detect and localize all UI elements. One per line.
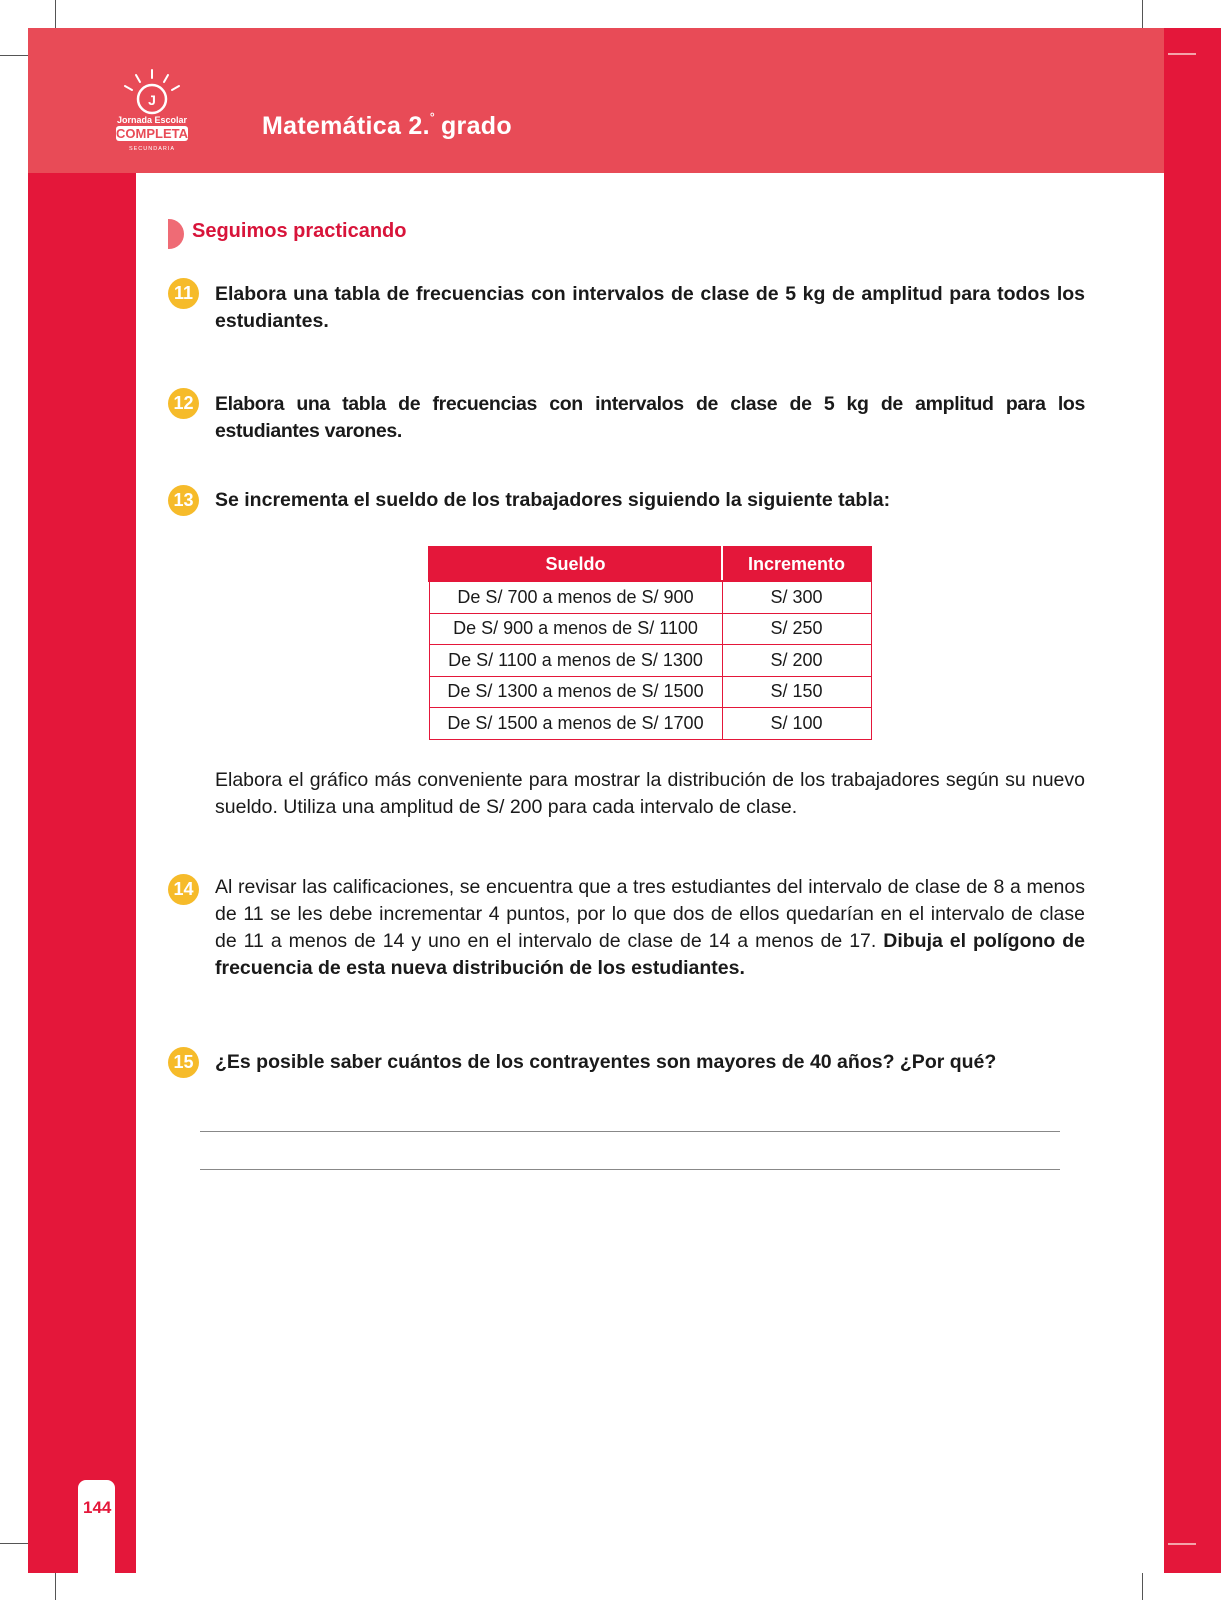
title-suffix: grado — [440, 112, 512, 140]
question-14-bold: Dibuja el polígono de frecuencia de esta nueva distribución de los estudiantes. — [215, 930, 1086, 979]
right-margin-band — [1164, 28, 1221, 1573]
table-cell: De S/ 1300 a menos de S/ 1500 — [429, 676, 722, 708]
question-11-text: Elabora una tabla de frecuencias con intervalos de clase de 5 kg de amplitud para todos los estudiantes. — [215, 283, 1085, 332]
crop-mark — [0, 55, 28, 56]
page-number-tab — [78, 1480, 115, 1573]
question-12-text: Elabora una tabla de frecuencias con intervalos de clase de 5 kg de amplitud para los estudiantes varones. — [215, 393, 1085, 442]
title-degree: ° — [429, 110, 435, 124]
salary-table — [428, 546, 872, 740]
question-13-follow-up: Elabora el gráfico más conveniente para mostrar la distribución de los trabajadores según su nuevo sueldo. Utiliza una amplitud de S/ 200 para cada intervalo de clase. — [215, 769, 1085, 818]
logo-line3: SECUNDARIA — [128, 146, 176, 152]
jornada-escolar-logo — [112, 66, 192, 156]
table-header-row — [429, 547, 871, 581]
question-15-text: ¿Es posible saber cuántos de los contrayentes son mayores de 40 años? ¿Por qué? — [215, 1051, 997, 1073]
question-number-14: 14 — [168, 874, 199, 905]
answer-line[interactable] — [200, 1131, 1060, 1132]
title-main: Matemática 2. — [262, 112, 430, 140]
right-band-mark — [1168, 53, 1196, 55]
table-cell: S/ 150 — [722, 676, 871, 708]
page-header — [28, 28, 1164, 173]
answer-line[interactable] — [200, 1169, 1060, 1170]
table-cell: De S/ 1500 a menos de S/ 1700 — [429, 708, 722, 740]
page-number: 144 — [83, 1498, 112, 1517]
table-header-incremento: Incremento — [722, 547, 871, 581]
page-title — [262, 112, 512, 141]
left-margin-band — [28, 28, 136, 1573]
table-cell: De S/ 700 a menos de S/ 900 — [429, 581, 722, 613]
table-row — [429, 708, 871, 740]
logo-badge: J — [148, 92, 156, 108]
question-number-12: 12 — [168, 388, 199, 419]
table-row — [429, 645, 871, 677]
crop-mark — [55, 1573, 56, 1600]
table-cell: S/ 250 — [722, 613, 871, 645]
crop-mark — [1142, 0, 1143, 28]
crop-mark — [0, 1543, 28, 1544]
table-cell: S/ 300 — [722, 581, 871, 613]
table-cell: S/ 200 — [722, 645, 871, 677]
crop-mark — [1142, 1573, 1143, 1600]
crop-mark — [55, 0, 56, 28]
question-14-regular: Al revisar las calificaciones, se encuentra que a tres estudiantes del intervalo de clase de 8 a menos de 11 se les debe incrementar 4 puntos, por lo que dos de ellos quedarían en el intervalo de clase de 11 a menos de 14 y uno en el intervalo de clase de 14 a menos de 17. — [215, 876, 1085, 952]
logo-line1: Jornada Escolar — [116, 115, 188, 125]
question-number-13: 13 — [168, 485, 199, 516]
logo-line2: COMPLETA — [116, 126, 188, 141]
table-row — [429, 676, 871, 708]
question-13-text: Se incrementa el sueldo de los trabajadores siguiendo la siguiente tabla: — [215, 489, 891, 511]
question-number-15: 15 — [168, 1047, 199, 1078]
right-band-mark — [1168, 1543, 1196, 1545]
table-header-sueldo: Sueldo — [429, 547, 722, 581]
table-row — [429, 613, 871, 645]
table-cell: S/ 100 — [722, 708, 871, 740]
question-number-11: 11 — [168, 278, 199, 309]
section-title: Seguimos practicando — [192, 220, 407, 242]
content-area — [136, 173, 1164, 1573]
table-cell: De S/ 1100 a menos de S/ 1300 — [429, 645, 722, 677]
table-cell: De S/ 900 a menos de S/ 1100 — [429, 613, 722, 645]
question-14-text — [215, 874, 1085, 982]
table-row — [429, 581, 871, 613]
